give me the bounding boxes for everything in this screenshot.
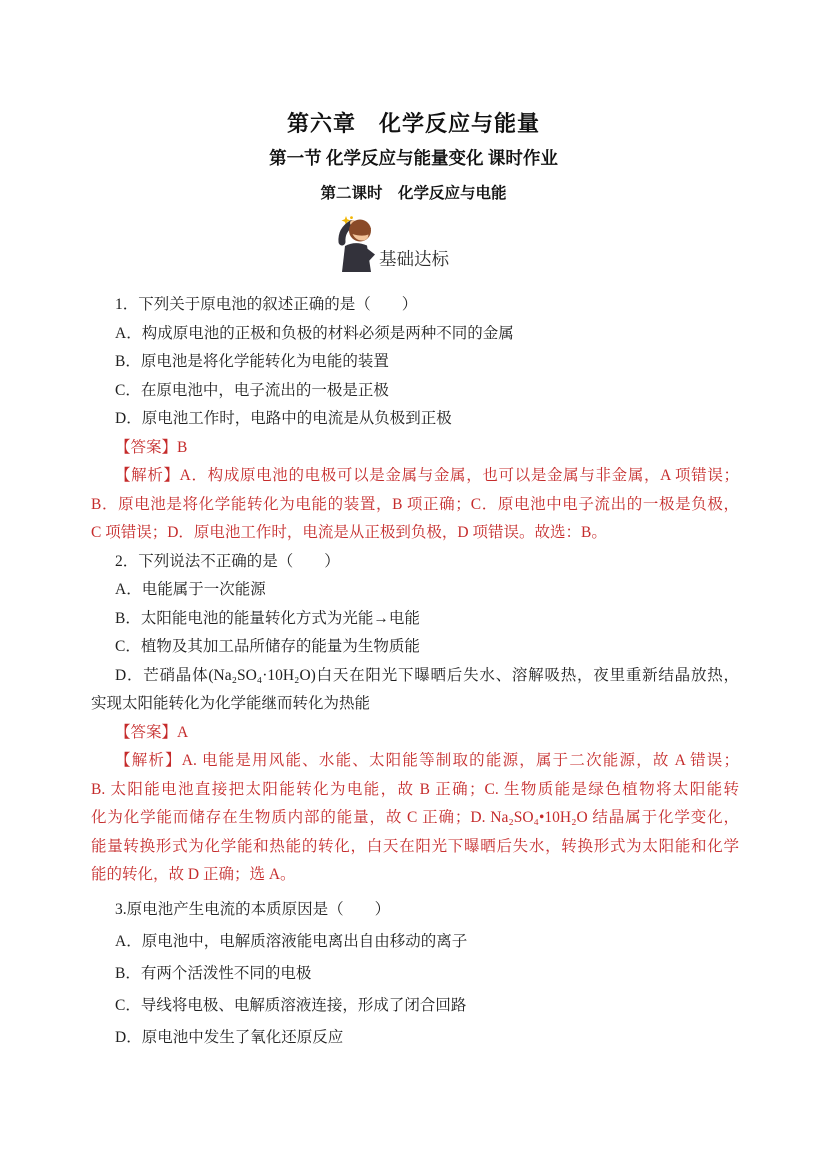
chapter-title: 第六章 化学反应与能量 — [286, 111, 540, 136]
lesson-title: 第二课时 化学反应与电能 — [320, 185, 507, 202]
option-line: C．导线将电极、电解质溶液连接，形成了闭合回路 — [115, 996, 467, 1014]
option-line: D．原电池中发生了氧化还原反应 — [115, 1028, 344, 1046]
option-line: A．电能属于一次能源 — [115, 581, 266, 598]
question-stem: 1．下列关于原电池的叙述正确的是（ ） — [115, 296, 418, 313]
analysis-line: B．原电池是将化学能转化为电能的装置，B 项正确；C．原电池中电子流出的一极是负极， — [91, 495, 739, 513]
analysis-line: C 项错误；D．原电池工作时，电流是从正极到负极，D 项错误。故选：B。 — [91, 524, 607, 541]
option-line: B．有两个活泼性不同的电极 — [115, 964, 312, 982]
option-line: A．构成原电池的正极和负极的材料必须是两种不同的金属 — [115, 324, 514, 342]
analysis-line: 【解析】A. 电能是用风能、水能、太阳能等制取的能源，属于二次能源，故 A 错误； — [115, 752, 739, 769]
option-line: A．原电池中，电解质溶液能电离出自由移动的离子 — [115, 932, 468, 950]
section-badge-label: 基础达标 — [379, 249, 449, 269]
question-stem: 3.原电池产生电流的本质原因是（ ） — [115, 900, 391, 918]
analysis-line: 能量转换形式为化学能和热能的转化，白天在阳光下曝晒后失水，转换形式为太阳能和化学 — [91, 837, 739, 855]
question-1 — [91, 291, 739, 548]
option-line: 实现太阳能转化为化学能继而转化为热能 — [91, 695, 371, 712]
option-line: C．在原电池中，电子流出的一极是正极 — [115, 381, 389, 399]
question-2 — [91, 548, 739, 890]
analysis-line: B. 太阳能电池直接把太阳能转化为电能，故 B 正确；C. 生物质能是绿色植物将太阳能转 — [91, 780, 739, 798]
question-3 — [91, 894, 739, 1054]
section-title: 第一节 化学反应与能量变化 课时作业 — [269, 148, 558, 168]
analysis-line: 化为化学能而储存在生物质内部的能量，故 C 正确；D. Na₂SO₄•10H₂O 结晶属于化学变化， — [91, 809, 739, 826]
thinking-student-icon — [332, 215, 378, 273]
question-stem: 2．下列说法不正确的是（ ） — [115, 552, 340, 570]
option-line: D．芒硝晶体(Na₂SO₄·10H₂O)白天在阳光下曝晒后失水、溶解吸热，夜里重新结晶放热， — [115, 666, 739, 684]
option-line: C．植物及其加工品所储存的能量为生物质能 — [115, 638, 420, 655]
answer-line: 【答案】A — [115, 723, 189, 741]
option-line: B．原电池是将化学能转化为电能的装置 — [115, 353, 389, 370]
questions — [91, 291, 739, 1054]
analysis-line: 【解析】A．构成原电池的电极可以是金属与金属，也可以是金属与非金属，A 项错误； — [115, 467, 739, 484]
analysis-line: 能的转化，故 D 正确；选 A。 — [91, 866, 296, 883]
answer-line: 【答案】B — [115, 438, 188, 456]
option-line: D．原电池工作时，电路中的电流是从负极到正极 — [115, 410, 452, 427]
option-line: B．太阳能电池的能量转化方式为光能→电能 — [115, 609, 420, 627]
